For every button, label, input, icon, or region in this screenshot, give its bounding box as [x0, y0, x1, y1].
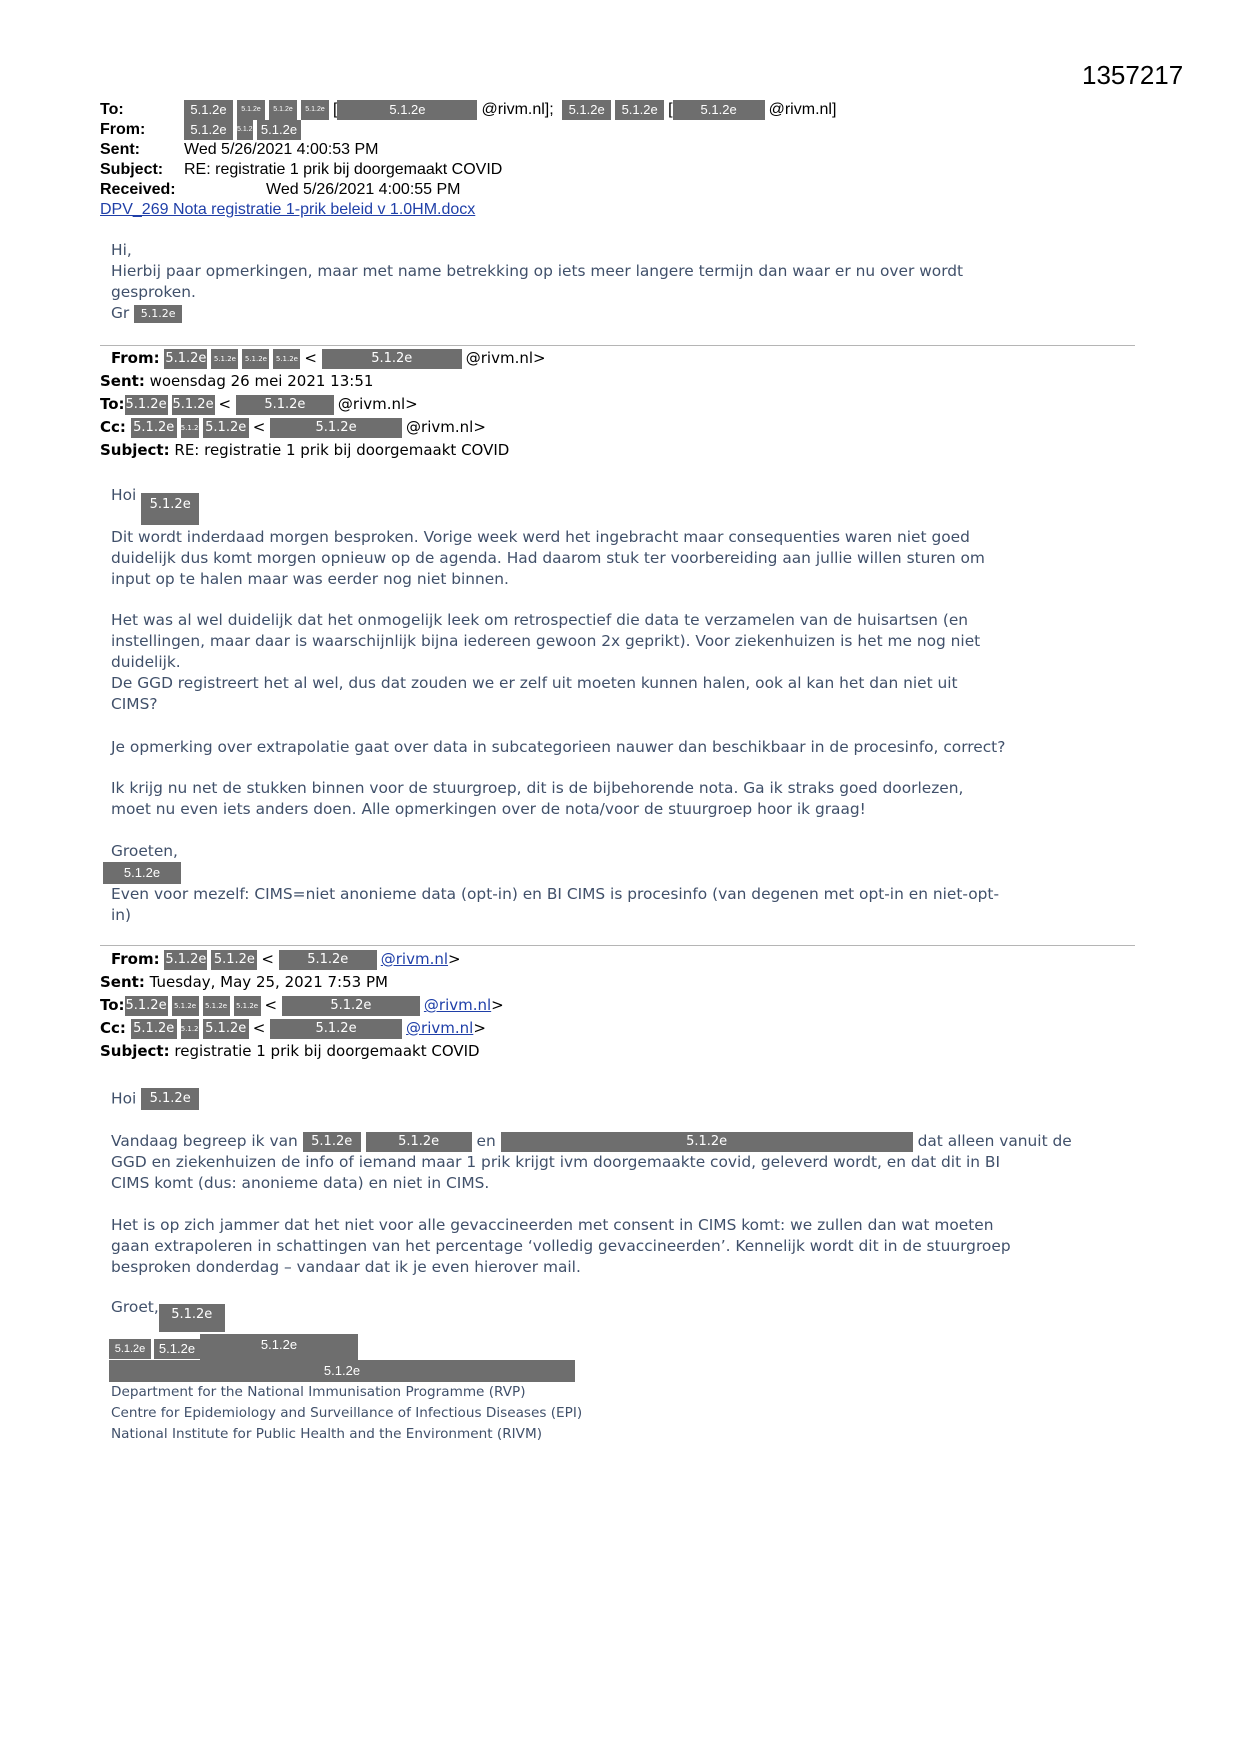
redaction-box: 5.1.2e	[211, 950, 257, 970]
email-link[interactable]: @rivm.nl	[423, 996, 492, 1014]
subject-label: Subject:	[100, 161, 164, 178]
sent-label: Sent:	[100, 973, 145, 991]
message2-ps	[111, 884, 1146, 926]
from-label: From:	[100, 121, 146, 139]
received-label: Received:	[100, 181, 176, 198]
paragraph-line: input op te halen maar was eerder nog niet binnen.	[111, 570, 509, 588]
header-to-row	[100, 100, 836, 120]
redaction-box: 5.1.2e	[103, 862, 181, 884]
header-sent-row	[100, 140, 379, 160]
from-label: From:	[111, 950, 160, 968]
redaction-box: 5.1.2e	[109, 1339, 151, 1359]
message2-p2	[111, 610, 1146, 715]
msg3-sent-row	[100, 971, 388, 994]
greeting: Hi,	[111, 241, 132, 259]
signature-line: Department for the National Immunisation Programme (RVP)	[111, 1384, 526, 1400]
redaction-box: 5.1.2e	[562, 100, 611, 120]
redaction-box: 5.1.2e	[131, 418, 177, 438]
redaction-box: 5.1.2e	[234, 996, 261, 1016]
redaction-box: 5.1.2e	[134, 305, 182, 323]
from-label: From:	[111, 349, 160, 367]
redaction-box: 5.1.2e	[203, 418, 249, 438]
message2-p4	[111, 778, 1146, 820]
message1-body	[111, 240, 1146, 324]
redaction-box: 5.1.2e	[164, 950, 207, 970]
redaction-box: 5.1.2e	[181, 418, 199, 438]
redaction-box: 5.1.2e	[303, 1132, 361, 1152]
to-email-suffix: @rivm.nl]	[768, 101, 837, 119]
redaction-box: 5.1.2e	[164, 349, 207, 369]
redaction-box: 5.1.2e	[615, 100, 664, 120]
redaction-box: 5.1.2e	[269, 100, 297, 120]
redaction-box: 5.1.2e	[242, 349, 269, 369]
sent-value: Tuesday, May 25, 2021 7:53 PM	[149, 973, 388, 991]
attachment-link[interactable]: DPV_269 Nota registratie 1-prik beleid v 1.0HM.docx	[100, 201, 476, 218]
redaction-box: 5.1.2e	[237, 100, 265, 120]
subject-label: Subject:	[100, 441, 170, 459]
divider	[100, 345, 1135, 346]
paragraph-line: in)	[111, 906, 132, 924]
msg3-from-row: From: 5.1.2e 5.1.2e < 5.1.2e @rivm.nl>	[111, 950, 461, 968]
document-number: 1357217	[1082, 60, 1184, 90]
paragraph-line: GGD en ziekenhuizen de info of iemand maar 1 prik krijgt ivm doorgemaakte covid, geleverd wordt, en dat dit in BI	[111, 1153, 1001, 1171]
paragraph-line: Hierbij paar opmerkingen, maar met name betrekking op iets meer langere termijn dan waar er nu over wordt	[111, 262, 964, 280]
paragraph-line: instellingen, maar daar is waarschijnlijk bijna iedereen gewoon 2x geprikt). Voor ziekenhuizen is het me nog niet	[111, 632, 981, 650]
redaction-box: 5.1.2e	[184, 120, 233, 140]
email-suffix: @rivm.nl>	[406, 418, 486, 436]
paragraph-line: De GGD registreert het al wel, dus dat zouden we er zelf uit moeten kunnen halen, ook al kan het dan niet uit	[111, 674, 958, 692]
subject-label: Subject:	[100, 1042, 170, 1060]
redaction-box: 5.1.2e	[301, 100, 329, 120]
redaction-box: 5.1.2e	[282, 996, 420, 1016]
sent-value: Wed 5/26/2021 4:00:53 PM	[184, 141, 379, 158]
header-received-row	[100, 180, 461, 200]
email-suffix: @rivm.nl>	[465, 349, 546, 367]
message3-greeting: Hoi 5.1.2e	[111, 1088, 1146, 1110]
message2-p3	[111, 737, 1146, 758]
cc-label: Cc:	[100, 418, 126, 436]
to-email-suffix: @rivm.nl];	[481, 101, 554, 119]
paragraph-line: Het is op zich jammer dat het niet voor alle gevaccineerden met consent in CIMS komt: we zullen dan wat moeten	[111, 1216, 994, 1234]
redaction-box: 5.1.2e	[337, 100, 477, 120]
message3-p1	[111, 1131, 1146, 1194]
redaction-box: 5.1.2e	[501, 1132, 913, 1152]
redaction-box: 5.1.2e	[172, 996, 199, 1016]
sent-label: Sent:	[100, 372, 145, 390]
redaction-box: 5.1.2e	[270, 1019, 402, 1039]
msg2-sent-row	[100, 370, 373, 393]
redaction-box: 5.1.2e	[270, 418, 402, 438]
to-label: To:	[100, 996, 125, 1014]
message3-p2	[111, 1215, 1146, 1278]
message2-signoff: Groeten,	[111, 842, 178, 860]
paragraph-line: duidelijk.	[111, 653, 181, 671]
cc-label: Cc:	[100, 1019, 126, 1037]
to-label: To:	[100, 101, 124, 119]
paragraph-line: moet nu even iets anders doen. Alle opmerkingen over de nota/voor de stuurgroep hoor ik graag!	[111, 800, 866, 818]
redaction-box: 5.1.2e	[203, 1019, 249, 1039]
paragraph-line: CIMS komt (dus: anonieme data) en niet in CIMS.	[111, 1174, 490, 1192]
redaction-box: 5.1.2e	[273, 349, 300, 369]
paragraph-line: Ik krijg nu net de stukken binnen voor de stuurgroep, dit is de bijbehorende nota. Ga ik straks goed doorlezen,	[111, 779, 964, 797]
redaction-box: 5.1.2e	[131, 1019, 177, 1039]
redaction-box: 5.1.2e	[257, 120, 301, 140]
redaction-box: 5.1.2e	[141, 1088, 199, 1110]
subject-value: RE: registratie 1 prik bij doorgemaakt COVID	[174, 441, 510, 459]
paragraph-line: besproken donderdag – vandaar dat ik je even hierover mail.	[111, 1258, 581, 1276]
paragraph-line: duidelijk dus komt morgen opnieuw op de agenda. Had daarom stuk ter voorbereiding aan jullie willen sturen om	[111, 549, 985, 567]
email-link[interactable]: @rivm.nl	[406, 1019, 474, 1037]
message2-p1	[111, 527, 1146, 590]
paragraph-line: Vandaag begreep ik van 5.1.2e 5.1.2e en 5.1.2e dat alleen vanuit de	[111, 1132, 1072, 1150]
redaction-box: 5.1.2e	[203, 996, 230, 1016]
redaction-box: 5.1.2e	[200, 1334, 358, 1360]
paragraph-line: Dit wordt inderdaad morgen besproken. Vorige week werd het ingebracht maar consequenties waren niet goed	[111, 528, 970, 546]
subject-value: registratie 1 prik bij doorgemaakt COVID	[174, 1042, 480, 1060]
redaction-box: 5.1.2e	[141, 493, 199, 525]
redaction-box: 5.1.2e	[125, 395, 168, 415]
redaction-box: 5.1.2e	[172, 395, 215, 415]
paragraph-line: Het was al wel duidelijk dat het onmogelijk leek om retrospectief die data te verzamelen van de huisartsen (en	[111, 611, 969, 629]
redaction-box: 5.1.2e	[366, 1132, 472, 1152]
msg2-cc-row: Cc: 5.1.2e 5.1.2e 5.1.2e < 5.1.2e @rivm.nl>	[100, 418, 486, 436]
paragraph-line: gaan extrapoleren in schattingen van het percentage ‘volledig gevaccineerden’. Kennelijk wordt dit in de stuurgroep	[111, 1237, 1011, 1255]
paragraph-line: CIMS?	[111, 695, 158, 713]
msg2-subject-row	[100, 439, 509, 462]
paragraph-line: gesproken.	[111, 283, 196, 301]
received-value: Wed 5/26/2021 4:00:55 PM	[266, 181, 461, 198]
subject-value: RE: registratie 1 prik bij doorgemaakt COVID	[184, 161, 503, 178]
signature-line: Centre for Epidemiology and Surveillance of Infectious Diseases (EPI)	[111, 1405, 583, 1421]
paragraph-line: Je opmerking over extrapolatie gaat over data in subcategorieen nauwer dan beschikbaar in de procesinfo, correct?	[111, 738, 1006, 756]
message3-signoff: Groet, 5.1.2e	[111, 1297, 1146, 1332]
msg3-subject-row	[100, 1040, 480, 1063]
divider	[100, 945, 1135, 946]
redaction-box: 5.1.2e	[236, 395, 334, 415]
redaction-box: 5.1.2e	[154, 1339, 200, 1359]
bracket: [	[668, 101, 673, 119]
to-label: To:	[100, 395, 125, 413]
redaction-box: 5.1.2e	[322, 349, 462, 369]
signature-block	[111, 1382, 582, 1445]
redaction-box: 5.1.2e	[211, 349, 238, 369]
redaction-box: 5.1.2e	[109, 1360, 575, 1382]
sent-label: Sent:	[100, 141, 140, 158]
bracket: [	[333, 101, 338, 119]
paragraph-line: Even voor mezelf: CIMS=niet anonieme data (opt-in) en BI CIMS is procesinfo (van degenen met opt-in en niet-opt-	[111, 885, 999, 903]
signoff: Gr 5.1.2e	[111, 303, 1146, 324]
redaction-box: 5.1.2e	[237, 120, 253, 140]
header-subject-row	[100, 160, 502, 180]
redaction-box: 5.1.2e	[184, 100, 233, 120]
redaction-box: 5.1.2e	[279, 950, 377, 970]
msg3-to-row: To:5.1.2e 5.1.2e 5.1.2e 5.1.2e < 5.1.2e @rivm.nl>	[100, 996, 504, 1014]
signature-line: National Institute for Public Health and the Environment (RIVM)	[111, 1426, 542, 1442]
msg2-from-row: From: 5.1.2e 5.1.2e 5.1.2e 5.1.2e < 5.1.2e @rivm.nl>	[111, 349, 546, 367]
message2-greeting: Hoi 5.1.2e	[111, 485, 1146, 525]
sent-value: woensdag 26 mei 2021 13:51	[149, 372, 374, 390]
redaction-box: 5.1.2e	[673, 100, 765, 120]
redaction-box: 5.1.2e	[125, 996, 168, 1016]
email-suffix: @rivm.nl>	[337, 395, 418, 413]
header-from-row	[100, 120, 305, 140]
email-link[interactable]: @rivm.nl	[380, 950, 449, 968]
msg3-cc-row: Cc: 5.1.2e 5.1.2e 5.1.2e < 5.1.2e @rivm.nl>	[100, 1019, 486, 1037]
msg2-to-row: To:5.1.2e 5.1.2e < 5.1.2e @rivm.nl>	[100, 395, 418, 413]
redaction-box: 5.1.2e	[159, 1304, 225, 1332]
redaction-box: 5.1.2e	[181, 1019, 199, 1039]
